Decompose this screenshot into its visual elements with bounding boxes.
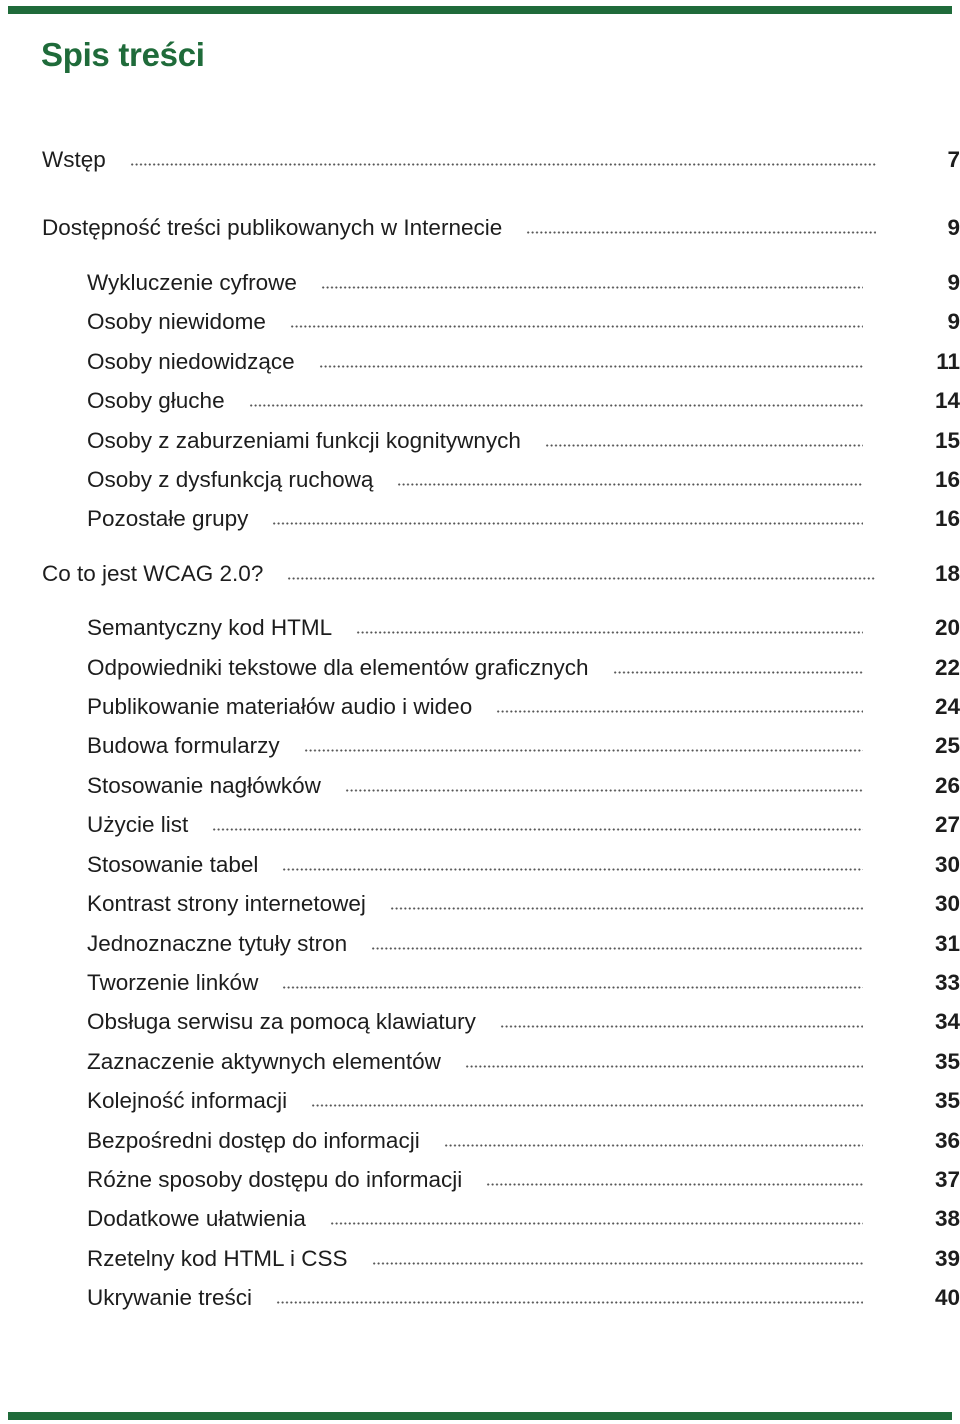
toc-entry-page: 7 bbox=[947, 147, 960, 172]
toc-entry-label: Jednoznaczne tytuły stron bbox=[87, 931, 348, 956]
toc-entry[interactable] bbox=[0, 1085, 960, 1117]
dot-leader bbox=[345, 789, 863, 792]
dot-leader bbox=[130, 163, 876, 166]
toc-entry-page: 31 bbox=[934, 931, 960, 956]
toc-entry-page: 18 bbox=[934, 561, 960, 586]
dot-leader bbox=[486, 1183, 863, 1186]
dot-leader bbox=[212, 828, 863, 831]
toc-entry-page: 14 bbox=[934, 388, 960, 413]
dot-leader bbox=[390, 907, 863, 910]
toc-entry[interactable] bbox=[0, 691, 960, 723]
dot-leader bbox=[282, 986, 863, 989]
toc-entry-page: 34 bbox=[934, 1009, 960, 1034]
toc-entry-page: 9 bbox=[947, 270, 960, 295]
toc-entry[interactable] bbox=[0, 652, 960, 684]
toc-entry[interactable] bbox=[0, 1243, 960, 1275]
toc-entry-page: 30 bbox=[934, 891, 960, 916]
dot-leader bbox=[545, 444, 863, 447]
toc-entry-label: Co to jest WCAG 2.0? bbox=[42, 561, 264, 586]
toc-entry[interactable] bbox=[0, 1006, 960, 1038]
dot-leader bbox=[356, 631, 863, 634]
toc-entry-label: Osoby z zaburzeniami funkcji kognitywnych bbox=[87, 428, 521, 453]
toc-entry[interactable] bbox=[0, 425, 960, 457]
toc-entry[interactable] bbox=[0, 1282, 960, 1314]
toc-entry[interactable] bbox=[0, 770, 960, 802]
toc-entry-label: Semantyczny kod HTML bbox=[87, 615, 333, 640]
toc-entry-label: Osoby z dysfunkcją ruchową bbox=[87, 467, 374, 492]
toc-entry-label: Dodatkowe ułatwienia bbox=[87, 1206, 306, 1231]
toc-entry-page: 40 bbox=[934, 1285, 960, 1310]
toc-entry-page: 38 bbox=[934, 1206, 960, 1231]
toc-entry[interactable] bbox=[0, 967, 960, 999]
toc-entry-page: 33 bbox=[934, 970, 960, 995]
toc-entry[interactable] bbox=[0, 849, 960, 881]
toc-entry-page: 22 bbox=[934, 655, 960, 680]
toc-entry-page: 20 bbox=[934, 615, 960, 640]
dot-leader bbox=[290, 325, 863, 328]
toc-entry-label: Zaznaczenie aktywnych elementów bbox=[87, 1049, 441, 1074]
toc-entry-label: Dostępność treści publikowanych w Internecie bbox=[42, 215, 503, 240]
toc-entry[interactable] bbox=[0, 144, 960, 176]
toc-entry[interactable] bbox=[0, 558, 960, 590]
dot-leader bbox=[371, 947, 863, 950]
toc-entry-label: Kolejność informacji bbox=[87, 1088, 288, 1113]
toc-entry-page: 27 bbox=[934, 812, 960, 837]
toc-entry[interactable] bbox=[0, 1046, 960, 1078]
toc-entry[interactable] bbox=[0, 385, 960, 417]
toc-entry-page: 16 bbox=[934, 467, 960, 492]
page-title: Spis treści bbox=[41, 36, 205, 73]
dot-leader bbox=[330, 1222, 863, 1225]
toc-entry-page: 35 bbox=[934, 1088, 960, 1113]
dot-leader bbox=[526, 231, 876, 234]
toc-entry[interactable] bbox=[0, 1125, 960, 1157]
toc-entry-page: 37 bbox=[934, 1167, 960, 1192]
toc-entry-label: Użycie list bbox=[87, 812, 189, 837]
toc-entry-label: Stosowanie tabel bbox=[87, 852, 259, 877]
toc-entry-label: Wstęp bbox=[42, 147, 106, 172]
toc-entry-label: Odpowiedniki tekstowe dla elementów graficznych bbox=[87, 655, 589, 680]
toc-entry[interactable] bbox=[0, 306, 960, 338]
toc-entry-label: Obsługa serwisu za pomocą klawiatury bbox=[87, 1009, 476, 1034]
toc-entry-label: Osoby niedowidzące bbox=[87, 349, 295, 374]
top-rule bbox=[8, 6, 952, 14]
dot-leader bbox=[272, 522, 863, 525]
toc-entry-label: Stosowanie nagłówków bbox=[87, 773, 321, 798]
toc-entry[interactable] bbox=[0, 1164, 960, 1196]
dot-leader bbox=[444, 1144, 863, 1147]
dot-leader bbox=[465, 1065, 863, 1068]
dot-leader bbox=[287, 577, 876, 580]
toc-entry-page: 36 bbox=[934, 1128, 960, 1153]
toc-entry-page: 35 bbox=[934, 1049, 960, 1074]
toc-entry-label: Osoby głuche bbox=[87, 388, 225, 413]
toc-entry-page: 39 bbox=[934, 1246, 960, 1271]
dot-leader bbox=[397, 483, 863, 486]
toc-entry-label: Osoby niewidome bbox=[87, 309, 266, 334]
dot-leader bbox=[372, 1262, 864, 1265]
dot-leader bbox=[319, 365, 863, 368]
toc-entry-page: 9 bbox=[947, 309, 960, 334]
toc-entry-label: Tworzenie linków bbox=[87, 970, 259, 995]
toc-entry-label: Rzetelny kod HTML i CSS bbox=[87, 1246, 348, 1271]
toc-entry-page: 26 bbox=[934, 773, 960, 798]
toc-entry[interactable] bbox=[0, 1203, 960, 1235]
toc-entry[interactable] bbox=[0, 503, 960, 535]
dot-leader bbox=[321, 286, 863, 289]
dot-leader bbox=[613, 671, 863, 674]
toc-entry-label: Ukrywanie treści bbox=[87, 1285, 253, 1310]
toc-entry-label: Publikowanie materiałów audio i wideo bbox=[87, 694, 473, 719]
toc-entry-page: 9 bbox=[947, 215, 960, 240]
dot-leader bbox=[304, 749, 863, 752]
toc-entry-label: Bezpośredni dostęp do informacji bbox=[87, 1128, 420, 1153]
toc-entry-page: 25 bbox=[934, 733, 960, 758]
dot-leader bbox=[500, 1025, 863, 1028]
toc-entry[interactable] bbox=[0, 928, 960, 960]
toc-entry-page: 11 bbox=[936, 349, 960, 374]
toc-entry-label: Budowa formularzy bbox=[87, 733, 280, 758]
toc-entry-label: Kontrast strony internetowej bbox=[87, 891, 366, 916]
toc-entry[interactable] bbox=[0, 612, 960, 644]
dot-leader bbox=[496, 710, 863, 713]
bottom-rule bbox=[8, 1412, 952, 1420]
dot-leader bbox=[276, 1301, 863, 1304]
toc-entry-page: 24 bbox=[934, 694, 960, 719]
toc-entry-label: Różne sposoby dostępu do informacji bbox=[87, 1167, 463, 1192]
toc-entry[interactable] bbox=[0, 346, 960, 378]
dot-leader bbox=[311, 1104, 863, 1107]
toc-entry[interactable] bbox=[0, 888, 960, 920]
toc-entry-label: Pozostałe grupy bbox=[87, 506, 249, 531]
toc-entry[interactable] bbox=[0, 267, 960, 299]
dot-leader bbox=[249, 404, 863, 407]
toc-entry-page: 30 bbox=[934, 852, 960, 877]
toc-entry[interactable] bbox=[0, 730, 960, 762]
toc-entry[interactable] bbox=[0, 212, 960, 244]
toc-entry-label: Wykluczenie cyfrowe bbox=[87, 270, 297, 295]
toc-entry[interactable] bbox=[0, 464, 960, 496]
toc-entry[interactable] bbox=[0, 809, 960, 841]
toc-entry-page: 16 bbox=[934, 506, 960, 531]
dot-leader bbox=[282, 868, 863, 871]
toc-entry-page: 15 bbox=[934, 428, 960, 453]
